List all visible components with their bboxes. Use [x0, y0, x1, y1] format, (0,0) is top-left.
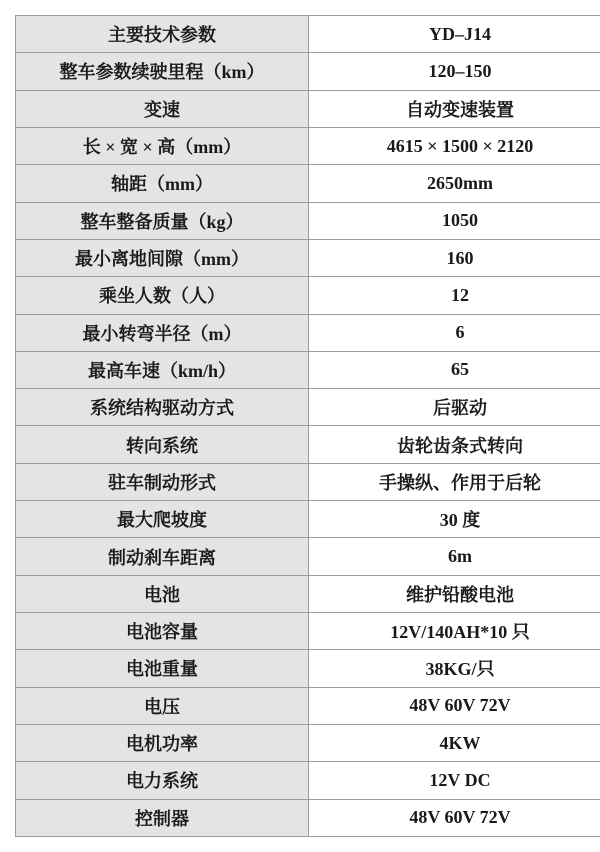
spec-value: 12V DC	[309, 762, 600, 799]
spec-label: 转向系统	[16, 426, 309, 463]
table-row	[16, 613, 600, 650]
spec-label: 制动刹车距离	[16, 538, 309, 575]
spec-label: 电池重量	[16, 650, 309, 687]
spec-label: 乘坐人数（人）	[16, 277, 309, 314]
spec-label: 电力系统	[16, 762, 309, 799]
spec-table	[15, 15, 600, 837]
table-row	[16, 314, 600, 351]
table-row	[16, 239, 600, 276]
table-row	[16, 538, 600, 575]
table-row	[16, 799, 600, 836]
spec-table-body	[16, 16, 600, 837]
table-row	[16, 16, 600, 53]
spec-label: 整车整备质量（kg）	[16, 202, 309, 239]
table-row	[16, 90, 600, 127]
spec-label: 轴距（mm）	[16, 165, 309, 202]
spec-label: 最高车速（km/h）	[16, 351, 309, 388]
table-row	[16, 389, 600, 426]
spec-label: 电机功率	[16, 724, 309, 761]
table-row	[16, 277, 600, 314]
spec-value: 2650mm	[309, 165, 600, 202]
table-row	[16, 426, 600, 463]
spec-value: 160	[309, 239, 600, 276]
spec-value: 120–150	[309, 53, 600, 90]
spec-label: 系统结构驱动方式	[16, 389, 309, 426]
table-row	[16, 165, 600, 202]
spec-label: 控制器	[16, 799, 309, 836]
spec-value: 6m	[309, 538, 600, 575]
spec-value: 维护铅酸电池	[309, 575, 600, 612]
spec-value: 自动变速装置	[309, 90, 600, 127]
table-row	[16, 762, 600, 799]
spec-value: 12V/140AH*10 只	[309, 613, 600, 650]
table-row	[16, 687, 600, 724]
spec-value: 30 度	[309, 501, 600, 538]
spec-value: 4KW	[309, 724, 600, 761]
table-row	[16, 53, 600, 90]
spec-label: 驻车制动形式	[16, 463, 309, 500]
spec-value: 48V 60V 72V	[309, 799, 600, 836]
spec-value: 后驱动	[309, 389, 600, 426]
spec-label: 最小转弯半径（m）	[16, 314, 309, 351]
spec-value: 齿轮齿条式转向	[309, 426, 600, 463]
table-row	[16, 724, 600, 761]
table-row	[16, 202, 600, 239]
table-row	[16, 575, 600, 612]
table-row	[16, 501, 600, 538]
spec-label: 最小离地间隙（mm）	[16, 239, 309, 276]
spec-label: 最大爬坡度	[16, 501, 309, 538]
table-row	[16, 127, 600, 164]
spec-label: 电池	[16, 575, 309, 612]
spec-value: 6	[309, 314, 600, 351]
spec-label: 长 × 宽 × 高（mm）	[16, 127, 309, 164]
table-row	[16, 351, 600, 388]
table-row	[16, 463, 600, 500]
spec-label: 电池容量	[16, 613, 309, 650]
table-row	[16, 650, 600, 687]
spec-label: 主要技术参数	[16, 16, 309, 53]
spec-label: 电压	[16, 687, 309, 724]
spec-value: 4615 × 1500 × 2120	[309, 127, 600, 164]
spec-value: YD–J14	[309, 16, 600, 53]
spec-label: 变速	[16, 90, 309, 127]
spec-value: 1050	[309, 202, 600, 239]
spec-label: 整车参数续驶里程（km）	[16, 53, 309, 90]
spec-value: 38KG/只	[309, 650, 600, 687]
spec-value: 65	[309, 351, 600, 388]
spec-value: 手操纵、作用于后轮	[309, 463, 600, 500]
spec-value: 12	[309, 277, 600, 314]
spec-value: 48V 60V 72V	[309, 687, 600, 724]
